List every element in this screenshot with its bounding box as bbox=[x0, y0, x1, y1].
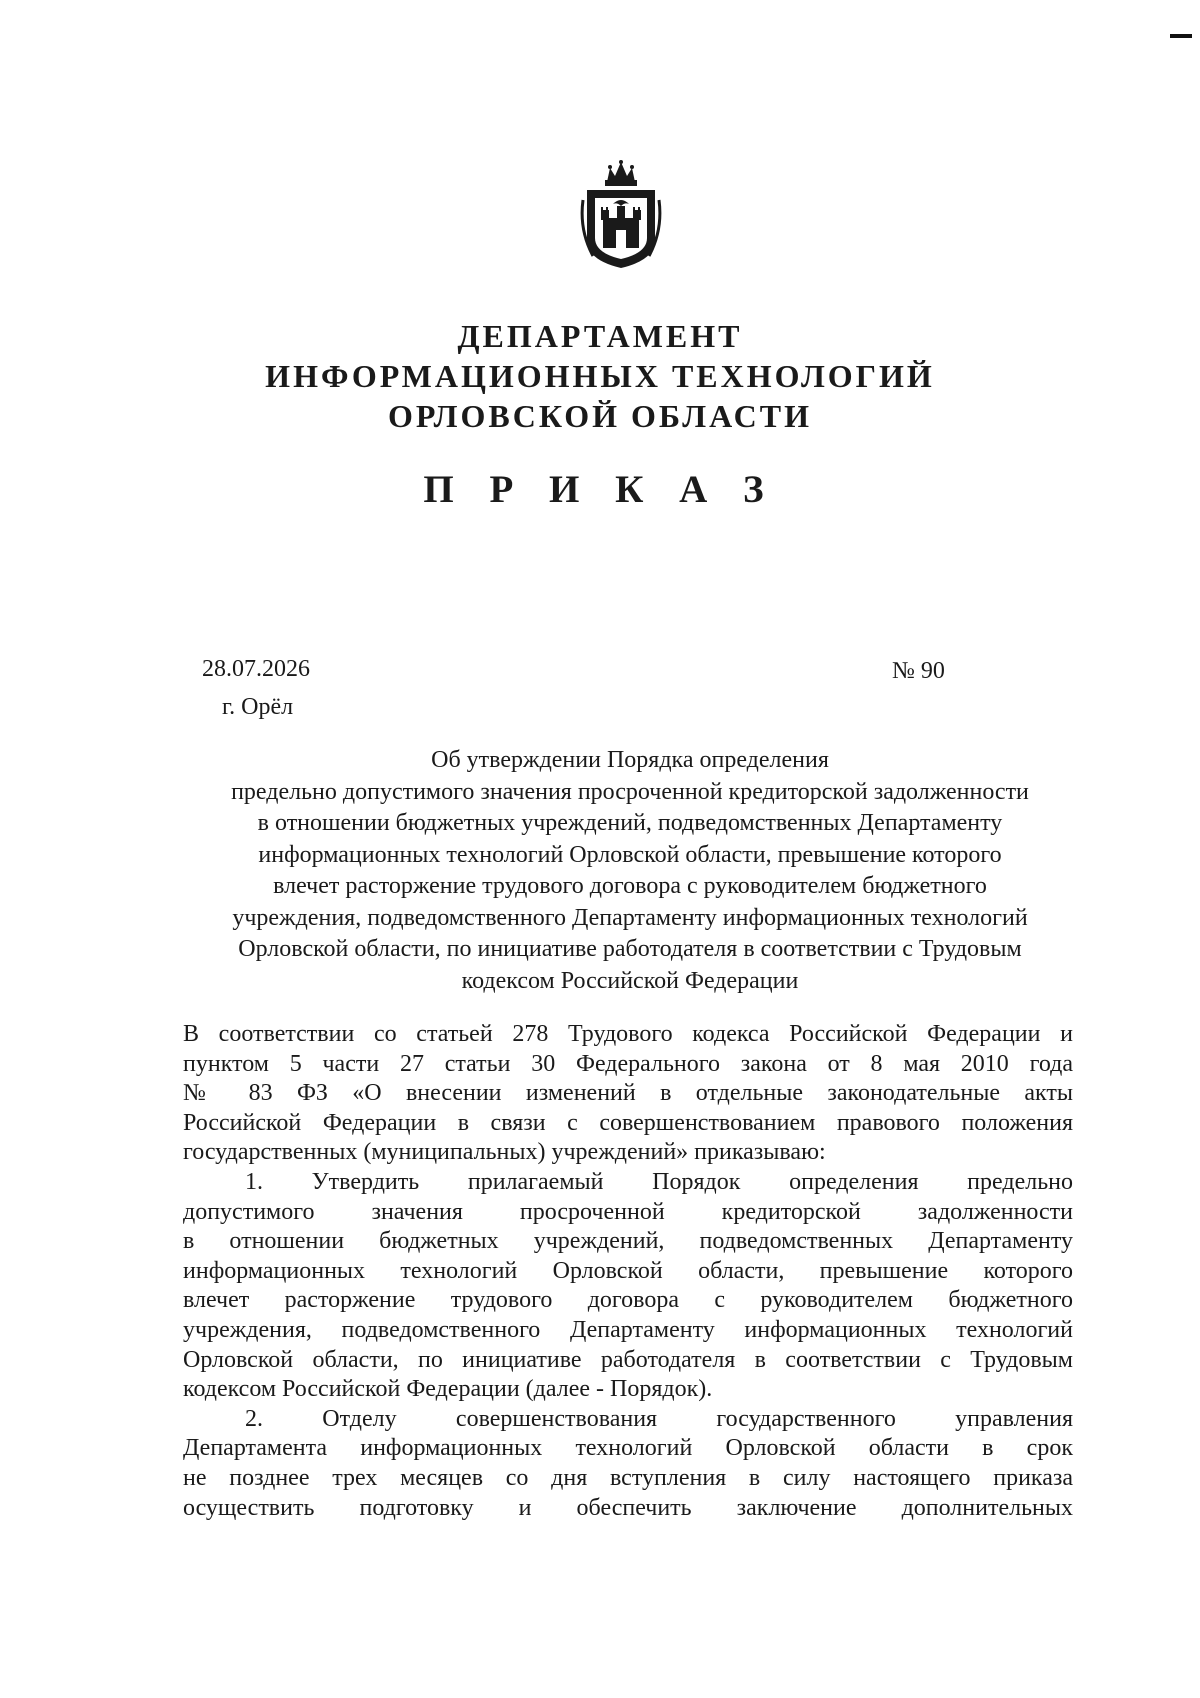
body-line: допустимого значения просроченной кредиторской задолженности bbox=[183, 1198, 1073, 1225]
body-line: Департамента информационных технологий Орловской области в срок bbox=[183, 1435, 1073, 1462]
subject-line: в отношении бюджетных учреждений, подведомственных Департаменту bbox=[257, 810, 1003, 836]
order-subject bbox=[180, 745, 1080, 997]
subject-line: предельно допустимого значения просроченной кредиторской задолженности bbox=[231, 778, 1029, 805]
body-line-item-1: 1. Утвердить прилагаемый Порядок определения предельно bbox=[245, 1168, 1073, 1195]
department-name-line-1: ДЕПАРТАМЕНТ bbox=[457, 318, 743, 354]
department-name-line-2: ИНФОРМАЦИОННЫХ ТЕХНОЛОГИЙ bbox=[265, 358, 935, 394]
body-line: учреждения, подведомственного Департаменту информационных технологий bbox=[183, 1316, 1073, 1343]
document-type-title: П Р И К А З bbox=[423, 468, 777, 511]
body-line: № 83 ФЗ «О внесении изменений в отдельные законодательные акты bbox=[183, 1080, 1073, 1107]
department-name-line-3: ОРЛОВСКОЙ ОБЛАСТИ bbox=[388, 398, 812, 434]
body-line: Орловской области, по инициативе работодателя в соответствии с Трудовым bbox=[183, 1346, 1073, 1373]
body-line: В соответствии со статьей 278 Трудового кодекса Российской Федерации и bbox=[183, 1021, 1073, 1047]
body-line: в отношении бюджетных учреждений, подведомственных Департаменту bbox=[183, 1228, 1073, 1255]
coat-of-arms-icon bbox=[577, 160, 665, 270]
order-number: № 90 bbox=[892, 658, 945, 684]
body-line-item-2: 2. Отделу совершенствования государственного управления bbox=[245, 1405, 1073, 1432]
body-line: государственных (муниципальных) учреждений» приказываю: bbox=[183, 1139, 826, 1166]
body-line: Российской Федерации в связи с совершенствованием правового положения bbox=[183, 1109, 1073, 1136]
subject-line: Об утверждении Порядка определения bbox=[431, 747, 829, 773]
page-mark bbox=[1170, 34, 1192, 38]
subject-line: влечет расторжение трудового договора с руководителем бюджетного bbox=[273, 873, 987, 899]
subject-line: Орловской области, по инициативе работодателя в соответствии с Трудовым bbox=[238, 936, 1022, 962]
subject-line: кодексом Российской Федерации bbox=[461, 967, 799, 994]
order-city: г. Орёл bbox=[222, 694, 294, 720]
body-line: не позднее трех месяцев со дня вступления в силу настоящего приказа bbox=[183, 1464, 1073, 1491]
order-date: 28.07.2026 bbox=[202, 656, 310, 682]
subject-line: учреждения, подведомственного Департаменту информационных технологий bbox=[232, 904, 1028, 931]
body-line: пунктом 5 части 27 статьи 30 Федерального закона от 8 мая 2010 года bbox=[183, 1050, 1073, 1077]
order-body bbox=[183, 1020, 1073, 1523]
body-line: информационных технологий Орловской области, превышение которого bbox=[183, 1257, 1073, 1284]
body-line: кодексом Российской Федерации (далее - Порядок). bbox=[183, 1376, 713, 1403]
body-line: осуществить подготовку и обеспечить заключение дополнительных bbox=[183, 1494, 1073, 1521]
subject-line: информационных технологий Орловской области, превышение которого bbox=[258, 841, 1002, 868]
body-line: влечет расторжение трудового договора с руководителем бюджетного bbox=[183, 1287, 1073, 1314]
